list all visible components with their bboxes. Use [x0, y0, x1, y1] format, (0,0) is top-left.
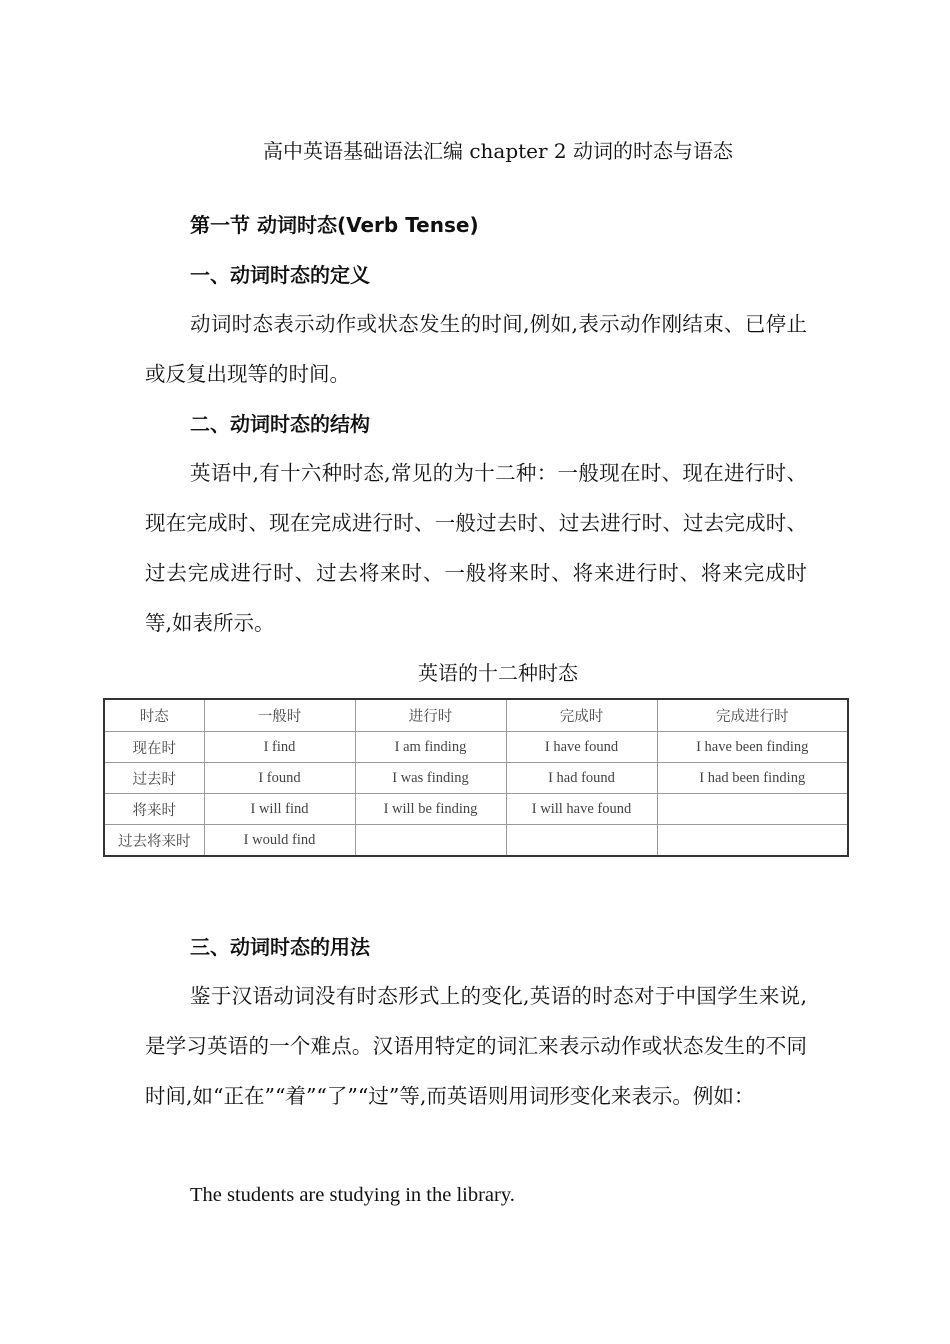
- table-cell: [657, 825, 848, 857]
- part2-heading: 二、动词时态的结构: [190, 412, 370, 436]
- part1-paragraph: 动词时态表示动作或状态发生的时间,例如,表示动作刚结束、已停止或反复出现等的时间。: [145, 312, 807, 386]
- table-cell: 过去将来时: [104, 825, 204, 857]
- table-cell: 将来时: [104, 794, 204, 825]
- table-cell: 过去时: [104, 763, 204, 794]
- part1-heading: 一、动词时态的定义: [190, 263, 370, 287]
- table-header-row: [104, 699, 848, 732]
- table-cell: I will be finding: [355, 794, 506, 825]
- table-cell: I found: [204, 763, 355, 794]
- table-header-cell: 进行时: [355, 699, 506, 732]
- part3-heading: 三、动词时态的用法: [190, 935, 370, 959]
- part2-paragraph: 英语中,有十六种时态,常见的为十二种：一般现在时、现在进行时、现在完成时、现在完成进行时、一般过去时、过去进行时、过去完成时、过去完成进行时、过去将来时、一般将来时、将来进行时、将来完成时等,如表所示。: [145, 461, 807, 635]
- table-cell: 现在时: [104, 732, 204, 763]
- table-header-cell: 一般时: [204, 699, 355, 732]
- table-cell: [657, 794, 848, 825]
- table-cell: I would find: [204, 825, 355, 857]
- example-sentence: The students are studying in the library.: [190, 1184, 515, 1206]
- table-header-cell: 完成进行时: [657, 699, 848, 732]
- table-cell: I have been finding: [657, 732, 848, 763]
- table-header-cell: 完成时: [506, 699, 657, 732]
- table-row: [104, 732, 848, 763]
- table-cell: I have found: [506, 732, 657, 763]
- table-row: [104, 763, 848, 794]
- table-cell: [355, 825, 506, 857]
- tense-table: [103, 698, 849, 857]
- table-caption: 英语的十二种时态: [418, 661, 578, 685]
- table-cell: I had been finding: [657, 763, 848, 794]
- document-title: 高中英语基础语法汇编 chapter 2 动词的时态与语态: [262, 139, 734, 163]
- table-cell: I was finding: [355, 763, 506, 794]
- table-cell: I am finding: [355, 732, 506, 763]
- table-cell: I will find: [204, 794, 355, 825]
- table-cell: I find: [204, 732, 355, 763]
- table-row: [104, 794, 848, 825]
- section-heading: 第一节 动词时态(Verb Tense): [190, 213, 479, 237]
- table-row: [104, 825, 848, 857]
- table-cell: I will have found: [506, 794, 657, 825]
- table-cell: I had found: [506, 763, 657, 794]
- table-header-cell: 时态: [104, 699, 204, 732]
- part3-paragraph: 鉴于汉语动词没有时态形式上的变化,英语的时态对于中国学生来说,是学习英语的一个难点。汉语用特定的词汇来表示动作或状态发生的不同时间,如“正在”“着”“了”“过”等,而英语则用词形变化来表示。例如：: [145, 984, 807, 1108]
- table-cell: [506, 825, 657, 857]
